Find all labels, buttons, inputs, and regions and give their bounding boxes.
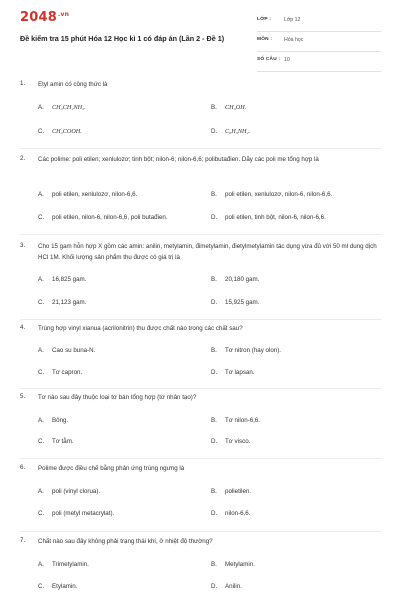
question-text: Các polime: poli etilen; xenlulozơ; tinh bột; nilon-6; nilon-6,6; polibutađien. Dãy các poli me tổng hợp là: [38, 156, 319, 163]
option-text: Tơ lapsan.: [225, 369, 255, 376]
page-header: [0, 0, 400, 78]
meta-value: Lớp 12: [284, 17, 301, 23]
meta-label: MÔN :: [257, 37, 273, 42]
option-text: 21,123 gam.: [52, 299, 87, 306]
option-letter: A.: [38, 104, 44, 111]
divider: [20, 458, 382, 459]
option-text: Tơ visco.: [225, 438, 251, 445]
option-text: 16,825 gam.: [52, 276, 87, 283]
question-text: Cho 15 gam hỗn hợp X gồm các amin: anilin, metylamin, đimetylamin, đietylmetylamin tác dụng vừa đủ với 50 ml dung dịch HCl 1M. Khối lượng sản phẩm thu được có giá trị là: [38, 243, 377, 261]
meta-value: Hóa học: [284, 37, 304, 43]
option-letter: A.: [38, 191, 44, 198]
question-text: Tơ nào sau đây thuộc loại tơ bán tổng hợp (tơ nhân tạo)?: [38, 394, 197, 401]
option-letter: B.: [211, 104, 217, 111]
question-text: Chất nào sau đây không phải trạng thái khí, ở nhiệt độ thường?: [38, 538, 213, 545]
logo-text: 2048: [20, 10, 57, 25]
option-letter: D.: [211, 128, 218, 135]
logo-suffix: .vn: [57, 11, 70, 18]
option-text: Etylamin.: [52, 583, 78, 590]
question-text: Polime được điều chế bằng phản ứng trùng ngưng là: [38, 465, 185, 472]
option-text: poli etilen, xenlulozơ, nilon-6,6.: [52, 191, 138, 198]
option-letter: B.: [211, 276, 217, 283]
option-letter: B.: [211, 488, 217, 495]
option-text: Anilin.: [225, 583, 242, 590]
option-text: Tơ tằm.: [52, 438, 74, 445]
meta-label: SỐ CÂU :: [257, 57, 281, 62]
question-number: 2.: [20, 155, 26, 162]
site-logo[interactable]: [20, 10, 69, 25]
question-number: 4.: [20, 324, 26, 331]
question-number: 5.: [20, 393, 26, 400]
option-letter: D.: [211, 369, 218, 376]
question-text: Trùng hợp vinyl xianua (acrilonitrin) thu được chất nào trong các chất sau?: [38, 325, 243, 332]
option-letter: C.: [38, 299, 45, 306]
divider: [20, 234, 382, 235]
divider: [20, 148, 382, 149]
option-letter: C.: [38, 510, 45, 517]
option-text: C₆H₅NH₂.: [225, 128, 251, 135]
option-text: Bông.: [52, 417, 69, 424]
option-letter: D.: [211, 214, 218, 221]
divider: [20, 388, 382, 389]
divider: [20, 319, 382, 320]
option-letter: C.: [38, 128, 45, 135]
option-text: Tơ nilon-6,6.: [225, 417, 261, 424]
option-letter: B.: [211, 561, 217, 568]
option-text: poli etilen, xenlulozơ, nilon-6, nilon-6,6.: [225, 191, 333, 198]
option-text: poli (metyl metacrylat).: [52, 510, 115, 517]
option-letter: D.: [211, 438, 218, 445]
question-number: 6.: [20, 464, 26, 471]
option-letter: B.: [211, 347, 217, 354]
option-text: Cao su buna-N.: [52, 347, 96, 354]
question-number: 1.: [20, 80, 26, 87]
option-letter: B.: [211, 191, 217, 198]
option-text: CH₃COOH.: [52, 128, 82, 135]
meta-row-class: [257, 12, 381, 32]
option-text: Metylamin.: [225, 561, 255, 568]
option-text: Trimetylamin.: [52, 561, 89, 568]
meta-value: 10: [284, 57, 290, 63]
question-text: Etyl amin có công thức là: [38, 81, 108, 88]
option-letter: A.: [38, 488, 44, 495]
option-text: CH₃OH.: [225, 104, 247, 111]
question-number: 7.: [20, 537, 26, 544]
option-text: polietilen.: [225, 488, 252, 495]
option-letter: A.: [38, 347, 44, 354]
option-text: nilon-6,6.: [225, 510, 251, 517]
option-text: poli etilen, tinh bột, nilon-6, nilon-6,6.: [225, 214, 326, 221]
option-letter: D.: [211, 583, 218, 590]
option-letter: C.: [38, 438, 45, 445]
option-text: CH₃CH₂NH₂.: [52, 104, 86, 111]
option-text: 15,925 gam.: [225, 299, 260, 306]
option-letter: A.: [38, 276, 44, 283]
meta-row-subject: [257, 32, 381, 52]
option-letter: D.: [211, 299, 218, 306]
option-letter: C.: [38, 214, 45, 221]
option-text: 20,180 gam.: [225, 276, 260, 283]
page-title: Đề kiểm tra 15 phút Hóa 12 Học kì 1 có đáp án (Lần 2 - Đề 1): [20, 34, 225, 43]
meta-row-count: [257, 52, 381, 72]
option-letter: A.: [38, 561, 44, 568]
option-letter: B.: [211, 417, 217, 424]
option-letter: C.: [38, 583, 45, 590]
exam-meta: [257, 12, 381, 72]
option-letter: D.: [211, 510, 218, 517]
option-text: poli (vinyl clorua).: [52, 488, 101, 495]
option-text: Tơ capron.: [52, 369, 83, 376]
option-letter: A.: [38, 417, 44, 424]
option-letter: C.: [38, 369, 45, 376]
option-text: Tơ nitron (hay olon).: [225, 347, 281, 354]
question-number: 3.: [20, 242, 26, 249]
divider: [20, 531, 382, 532]
meta-label: LỚP :: [257, 17, 272, 22]
option-text: poli etilen, nilon-6, nilon-6,6, poli butađien.: [52, 214, 168, 221]
